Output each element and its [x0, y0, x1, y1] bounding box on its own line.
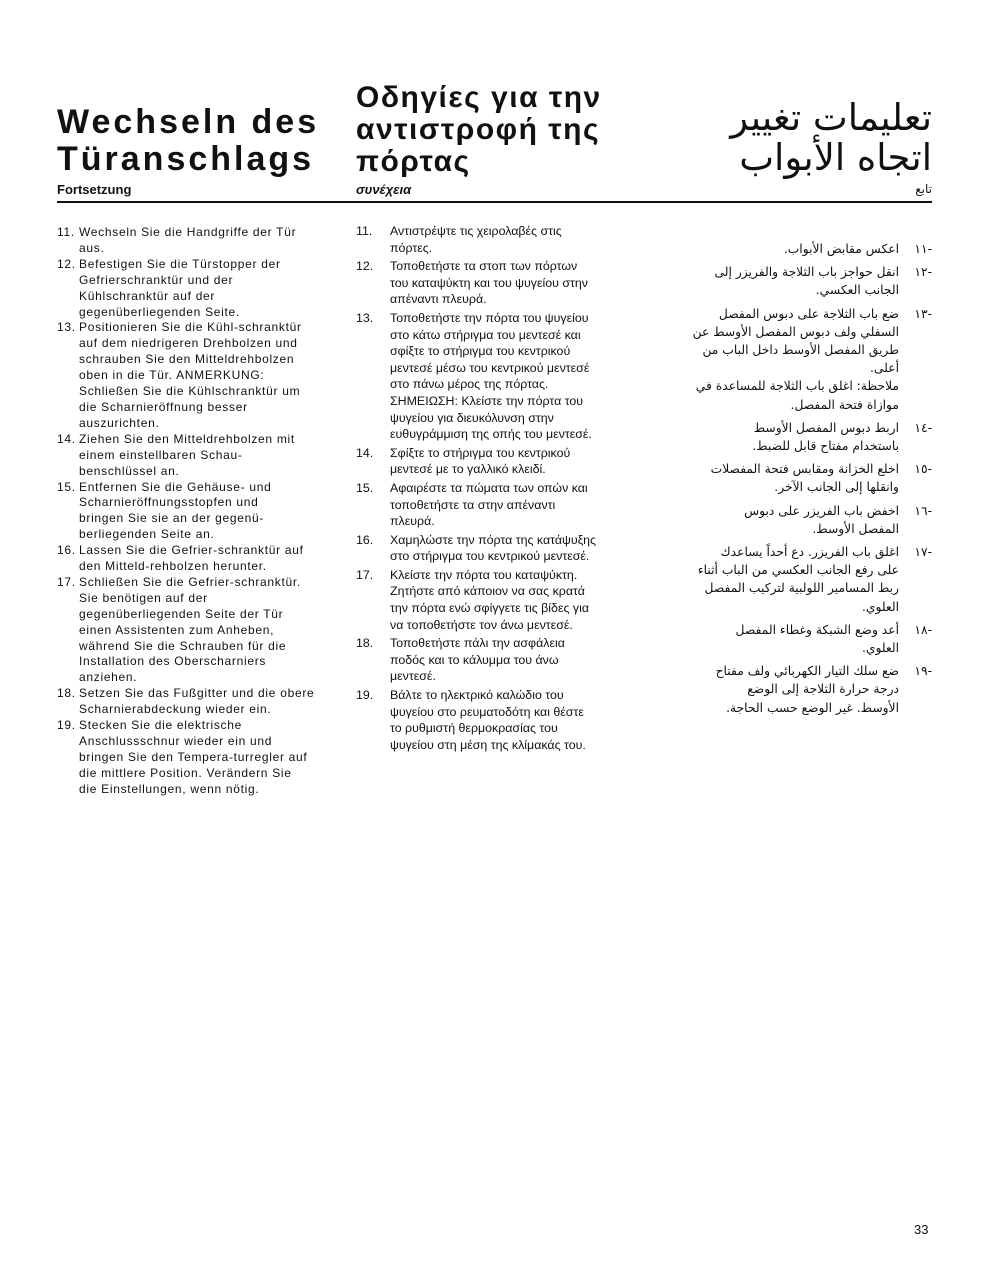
- greek-step: [356, 445, 636, 478]
- step-number: -١٤: [914, 420, 932, 435]
- step-number: 11.: [57, 225, 75, 239]
- arabic-step: [660, 240, 932, 258]
- german-step: [57, 686, 342, 718]
- step-number: -١٢: [914, 265, 932, 280]
- german-step: [57, 480, 342, 544]
- step-text: اعكس مقابض الأبواب.: [783, 242, 899, 256]
- greek-step: [356, 567, 636, 633]
- step-number: 16.: [356, 532, 374, 547]
- step-text: Lassen Sie die Gefrier-schranktür auf den Mitteld-rehbolzen herunter.: [79, 543, 304, 574]
- greek-step: [356, 532, 636, 565]
- step-number: 12.: [57, 256, 76, 271]
- german-step: [57, 575, 342, 686]
- step-text: Stecken Sie die elektrische Anschlussschnur wieder ein und bringen Sie den Tempera-turregler auf die mittlere Position. Verändern Sie die Einstellungen, wenn nötig.: [79, 718, 308, 796]
- german-step: [57, 225, 342, 257]
- step-number: -١١: [914, 242, 932, 256]
- arabic-step: [660, 502, 932, 538]
- step-number: 18.: [57, 686, 76, 701]
- step-number: 17.: [356, 567, 374, 582]
- step-text: Σφίξτε το στήριγμα του κεντρικού μεντεσέ με το γαλλικό κλειδί.: [390, 445, 571, 477]
- step-number: 15.: [356, 480, 374, 495]
- german-subtitle: Fortsetzung: [57, 182, 132, 197]
- german-title: Wechseln des Türanschlags: [57, 103, 320, 178]
- arabic-step: [660, 263, 932, 299]
- greek-subtitle: συνέχεια: [356, 182, 412, 197]
- step-text: اغلق باب الفريزر. دع أحداً يساعدك على رفع الجانب العكسي من الباب أثناء ربط المسامير اللولبية لتركيب المفصل العلوي.: [697, 545, 899, 614]
- step-text: Αντιστρέψτε τις χειρολαβές στις πόρτες.: [390, 224, 562, 255]
- step-text: Setzen Sie das Fußgitter und die obere Scharnierabdeckung wieder ein.: [79, 686, 315, 717]
- step-text: Entfernen Sie die Gehäuse- und Scharnieröffnungsstopfen und bringen Sie sie an der gegenü- berliegenden Seite an.: [79, 479, 272, 542]
- step-number: -١٨: [914, 622, 932, 637]
- step-text: Χαμηλώστε την πόρτα της κατάψυξης στο στήριγμα του κεντρικού μεντεσέ.: [390, 532, 597, 564]
- step-text: ضع سلك التيار الكهربائي ولف مفتاح درجة حرارة الثلاجة إلى الوضع الأوسط. غير الوضع حسب الحاجة.: [715, 664, 899, 715]
- step-text: اخفض باب الفريزر على دبوس المفصل الأوسط.: [744, 503, 899, 536]
- step-number: 13.: [57, 320, 76, 335]
- step-text: Κλείστε την πόρτα του καταψύκτη. Ζητήστε από κάποιον να σας κρατά την πόρτα ενώ σφίγγετε τις βίδες για να τοποθετήστε τον άνω μεντεσέ.: [390, 567, 589, 632]
- german-step: [57, 718, 342, 798]
- step-number: 19.: [356, 688, 374, 703]
- arabic-step: [660, 460, 932, 496]
- arabic-step: [660, 543, 932, 616]
- page-number: 33: [914, 1222, 929, 1237]
- step-text: Schließen Sie die Gefrier-schranktür. Sie benötigen auf der gegenüberliegenden Seite der Tür einen Assistenten zum Anheben, während Sie die Schrauben für die Installation des Oberscharniers anziehen.: [79, 574, 301, 685]
- german-step: [57, 432, 342, 480]
- step-number: 17.: [57, 574, 76, 589]
- step-number: -١٧: [914, 545, 932, 560]
- arabic-step: [660, 305, 932, 414]
- step-text: Τοποθετήστε τα στοπ των πόρτων του καταψύκτη και του ψυγείου στην απέναντι πλευρά.: [390, 259, 589, 307]
- step-text: Ziehen Sie den Mitteldrehbolzen mit einem einstellbaren Schau- benschlüssel an.: [79, 431, 295, 478]
- step-number: 15.: [57, 479, 76, 494]
- step-text: اخلع الخزانة ومقابس فتحة المفصلات وانقلها إلى الجانب الآخر.: [710, 462, 899, 495]
- greek-step: [356, 635, 636, 685]
- step-text: ضع باب الثلاجة على دبوس المفصل السفلي ولف دبوس المفصل الأوسط عن طريق المفصل الأوسط داخل الباب من أعلى. ملاحظة: اغلق باب الثلاجة للمساعدة في موازاة فتحة المفصل.: [692, 306, 899, 412]
- arabic-subtitle: تابع: [915, 182, 932, 196]
- step-number: 14.: [356, 445, 374, 460]
- step-text: Positionieren Sie die Kühl-schranktür auf dem niedrigeren Drehbolzen und schrauben Sie den Mitteldrehbolzen oben in die Tür. ANMERKUNG: Schließen Sie die Kühlschranktür um die Scharnieröffnung besser auszurichten.: [79, 320, 302, 430]
- step-number: 19.: [57, 718, 76, 733]
- step-text: Τοποθετήστε την πόρτα του ψυγείου στο κάτω στήριγμα του μεντεσέ και σφίξτε το στήριγμα του κεντρικού μεντεσέ μέσω του κεντρικού μεντεσέ στο πάνω μέρος της πόρτας. ΣΗΜΕΙΩΣΗ: Κλείστε την πόρτα του ψυγείου για διευκόλυνση στην ευθυγράμμιση της οπής του μεντεσέ.: [390, 310, 592, 442]
- step-text: Βάλτε το ηλεκτρικό καλώδιο του ψυγείου στο ρευματοδότη και θέστε το ρυθμιστή θερμοκρασίας του ψυγείου στη μέση της κλίμακάς του.: [390, 688, 586, 752]
- step-number: 13.: [356, 310, 374, 325]
- greek-step: [356, 310, 636, 443]
- greek-step: [356, 687, 636, 753]
- step-number: -١٩: [914, 664, 932, 679]
- german-step: [57, 543, 342, 575]
- step-text: انقل حواجز باب الثلاجة والفريزر إلى الجانب العكسي.: [714, 265, 899, 298]
- arabic-step: [660, 419, 932, 455]
- step-text: Wechseln Sie die Handgriffe der Tür aus.: [79, 225, 297, 255]
- step-text: Befestigen Sie die Türstopper der Gefrierschranktür und der Kühlschranktür auf der gegenüberliegenden Seite.: [79, 256, 281, 319]
- step-text: Τοποθετήστε πάλι την ασφάλεια ποδός και το κάλυμμα του άνω μεντεσέ.: [390, 636, 565, 684]
- german-step: [57, 257, 342, 321]
- step-number: -١٣: [914, 306, 932, 321]
- step-text: Αφαιρέστε τα πώματα των οπών και τοποθετήστε τα στην απέναντι πλευρά.: [390, 480, 588, 529]
- step-number: 12.: [356, 259, 374, 274]
- step-text: اربط دبوس المفصل الأوسط باستخدام مفتاح قابل للضبط.: [752, 420, 899, 454]
- step-number: -١٦: [914, 503, 932, 518]
- german-step: [57, 320, 342, 431]
- arabic-steps: [660, 240, 932, 722]
- arabic-title: تعليمات تغيير اتجاه الأبواب: [730, 96, 932, 179]
- greek-steps: [356, 223, 636, 755]
- greek-title: Οδηγίες για την αντιστροφή της πόρτας: [356, 81, 602, 178]
- arabic-step: [660, 662, 932, 717]
- german-steps: [57, 225, 342, 798]
- greek-step: [356, 258, 636, 308]
- header-divider: [57, 201, 932, 203]
- step-number: 18.: [356, 636, 374, 651]
- step-number: 14.: [57, 431, 76, 446]
- arabic-step: [660, 621, 932, 657]
- step-number: -١٥: [914, 462, 932, 477]
- step-number: 11.: [356, 224, 373, 238]
- step-text: أعد وضع الشبكة وغطاء المفصل العلوي.: [735, 622, 899, 656]
- step-number: 16.: [57, 543, 76, 558]
- greek-step: [356, 223, 636, 256]
- greek-step: [356, 480, 636, 530]
